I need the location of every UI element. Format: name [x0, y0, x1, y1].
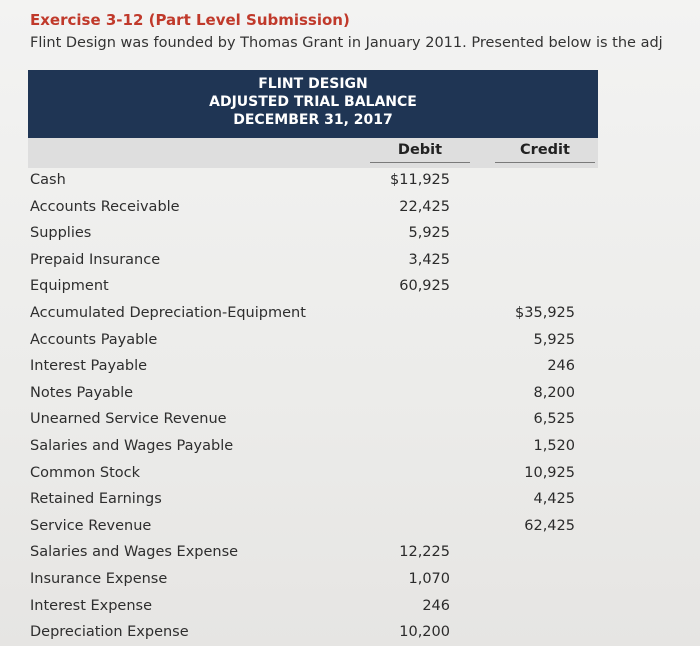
- debit-amount: $11,925: [390, 172, 450, 188]
- credit-amount: 1,520: [533, 438, 575, 454]
- table-row: [0, 487, 700, 513]
- account-name: Cash: [30, 172, 66, 188]
- exercise-intro: Flint Design was founded by Thomas Grant in January 2011. Presented below is the adj: [30, 35, 663, 51]
- table-row: [0, 620, 700, 646]
- account-name: Depreciation Expense: [30, 624, 189, 641]
- account-name: Accumulated Depreciation-Equipment: [30, 305, 306, 321]
- credit-amount: 8,200: [533, 384, 575, 401]
- debit-amount: 12,225: [399, 544, 450, 561]
- account-name: Interest Payable: [30, 358, 148, 375]
- debit-column-header: Debit: [397, 142, 443, 158]
- debit-amount: 22,425: [399, 198, 450, 215]
- credit-header-rule: [495, 162, 595, 163]
- account-name: Notes Payable: [30, 384, 134, 401]
- debit-amount: 10,200: [399, 624, 450, 641]
- table-row: [0, 301, 700, 327]
- account-name: Salaries and Wages Expense: [30, 544, 239, 561]
- debit-header-rule: [370, 162, 470, 163]
- table-row: [0, 434, 700, 460]
- table-row: [0, 381, 700, 407]
- table-row: [0, 354, 700, 380]
- table-row: [0, 514, 700, 540]
- table-row: [0, 461, 700, 487]
- table-row: [0, 328, 700, 354]
- credit-amount: $35,925: [515, 305, 575, 321]
- statement-date: DECEMBER 31, 2017: [233, 112, 393, 128]
- account-name: Accounts Receivable: [30, 198, 180, 215]
- table-row: [0, 274, 700, 300]
- credit-column-header: Credit: [520, 142, 570, 158]
- credit-amount: 5,925: [533, 331, 575, 348]
- account-name: Equipment: [30, 278, 109, 295]
- table-row: [0, 168, 700, 194]
- table-row: [0, 407, 700, 433]
- statement-header: [28, 70, 598, 138]
- account-name: Insurance Expense: [30, 571, 168, 587]
- statement-name: ADJUSTED TRIAL BALANCE: [209, 94, 417, 110]
- debit-amount: 60,925: [399, 278, 450, 295]
- credit-amount: 246: [547, 358, 575, 375]
- table-row: [0, 594, 700, 620]
- credit-amount: 4,425: [533, 491, 575, 508]
- account-name: Interest Expense: [30, 597, 153, 614]
- debit-amount: 5,925: [408, 225, 450, 242]
- account-name: Salaries and Wages Payable: [30, 438, 234, 454]
- debit-amount: 246: [422, 597, 450, 614]
- table-row: [0, 540, 700, 566]
- table-row: [0, 248, 700, 274]
- table-row: [0, 567, 700, 593]
- table-row: [0, 221, 700, 247]
- debit-amount: 3,425: [408, 251, 450, 268]
- account-name: Retained Earnings: [30, 491, 162, 508]
- account-name: Common Stock: [30, 464, 141, 481]
- account-name: Accounts Payable: [30, 331, 158, 348]
- company-name: FLINT DESIGN: [258, 76, 368, 92]
- debit-amount: 1,070: [408, 571, 450, 587]
- table-row: [0, 195, 700, 221]
- account-name: Service Revenue: [30, 517, 152, 534]
- account-name: Supplies: [30, 225, 92, 242]
- account-name: Unearned Service Revenue: [30, 411, 227, 428]
- credit-amount: 10,925: [524, 464, 575, 481]
- credit-amount: 62,425: [524, 517, 575, 534]
- credit-amount: 6,525: [533, 411, 575, 428]
- account-name: Prepaid Insurance: [30, 251, 161, 268]
- exercise-title: Exercise 3-12 (Part Level Submission): [30, 11, 350, 29]
